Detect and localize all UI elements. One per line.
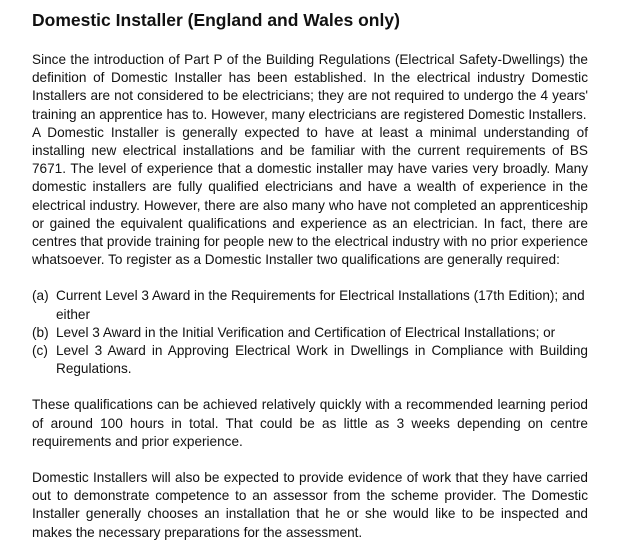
list-item-text: Level 3 Award in the Initial Verification and Certification of Electrical Installations; or bbox=[56, 324, 556, 340]
list-item bbox=[32, 342, 588, 378]
list-item bbox=[32, 287, 588, 305]
spacer bbox=[32, 378, 588, 396]
evidence-paragraph: Domestic Installers will also be expected to provide evidence of work that they have carried out to demonstrate competence to an assessor from the scheme provider. The Domestic Installer generally chooses an installation that he or she would like to be inspected and makes the necessary preparations for the assessment. bbox=[32, 470, 588, 540]
intro-paragraph: Since the introduction of Part P of the Building Regulations (Electrical Safety-Dwellings) the definition of Domestic Installer has been established. In the electrical industry Domestic Installers are not considered to be electricians; they are not required to undergo the 4 years' training an apprentice has to. However, many electricians are registered Domestic Installers. bbox=[32, 52, 588, 122]
list-marker: (b) bbox=[32, 324, 49, 340]
second-paragraph: A Domestic Installer is generally expected to have at least a minimal understanding of installing new electrical installations and be familiar with the current requirements of BS 7671. The level of experience that a domestic installer may have varies very broadly. Many domestic installers are fully qualified electricians and have a wealth of experience in the electrical industry. However, there are also many who have not completed an apprenticeship or gained the equivalent qualifications and experience as an electrician. In fact, there are centres that provide training for people new to the electrical industry with no prior experience whatsoever. To register as a Domestic Installer two qualifications are generally required: bbox=[32, 124, 588, 268]
page-title: Domestic Installer (England and Wales only) bbox=[32, 10, 400, 30]
list-marker: (a) bbox=[32, 288, 49, 304]
list-marker: (c) bbox=[32, 343, 48, 359]
document-page bbox=[32, 8, 588, 542]
spacer bbox=[32, 269, 588, 287]
list-item bbox=[32, 324, 588, 342]
spacer bbox=[32, 451, 588, 469]
list-item-text: Current Level 3 Award in the Requirements for Electrical Installations (17th Edition); and bbox=[56, 288, 585, 304]
list-item-text: Level 3 Award in Approving Electrical Work in Dwellings in Compliance with Building Regulations. bbox=[56, 343, 588, 377]
either-label: either bbox=[56, 306, 91, 322]
qualifications-list bbox=[32, 287, 588, 378]
qualifications-paragraph: These qualifications can be achieved relatively quickly with a recommended learning period of around 100 hours in total. That could be as little as 3 weeks depending on centre requirements and prior experience. bbox=[32, 397, 588, 449]
